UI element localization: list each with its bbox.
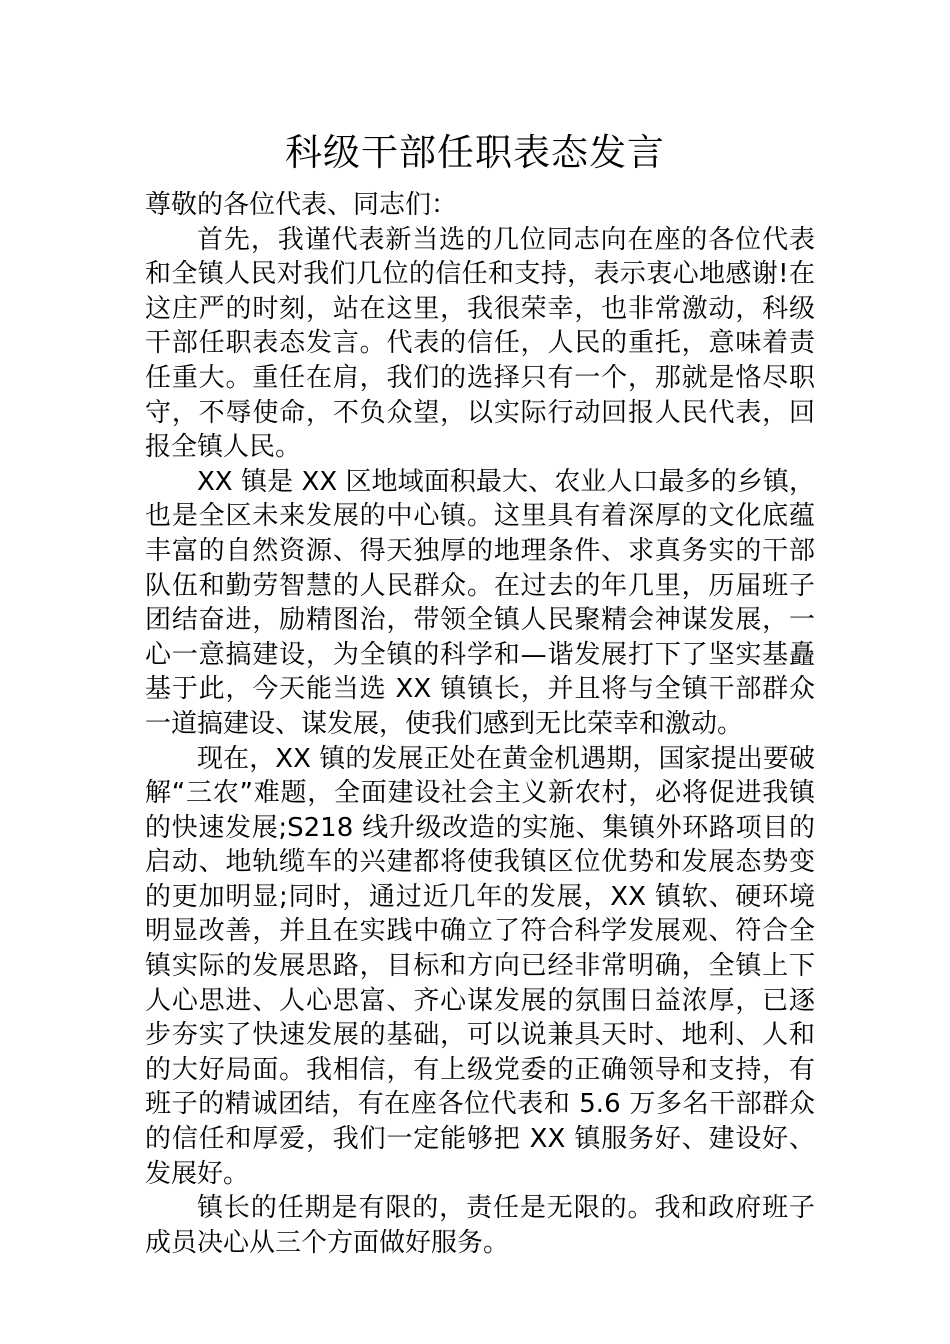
- paragraph-3: 现在，XX 镇的发展正处在黄金机遇期，国家提出要破解“三农”难题，全面建设社会主义新农村，必将促进我镇的快速发展;S218 线升级改造的实施、集镇外环路项目的启动、地轨缆车的兴建都将使我镇区位优势和发展态势变的更加明显;同时，通过近几年的发展，XX 镇软、硬环境明显改善，并且在实践中确立了符合科学发展观、符合全镇实际的发展思路，目标和方向已经非常明确，全镇上下人心思进、人心思富、齐心谋发展的氛围日益浓厚，已逐步夯实了快速发展的基础，可以说兼具天时、地利、人和的大好局面。我相信，有上级党委的正确领导和支持，有班子的精诚团结，有在座各位代表和 5.6 万多名干部群众的信任和厚爱，我们一定能够把 XX 镇服务好、建设好、发展好。: [145, 743, 815, 1189]
- paragraph-4: 镇长的任期是有限的，责任是无限的。我和政府班子成员决心从三个方面做好服务。: [145, 1193, 815, 1258]
- document-title: 科级干部任职表态发言: [285, 131, 665, 174]
- salutation: 尊敬的各位代表、同志们：: [145, 190, 458, 220]
- paragraph-2: XX 镇是 XX 区地域面积最大、农业人口最多的乡镇，也是全区未来发展的中心镇。这里具有着深厚的文化底蕴丰富的自然资源、得天独厚的地理条件、求真务实的干部队伍和勤劳智慧的人民群众。在过去的年几里，历届班子团结奋进，励精图治，带领全镇人民聚精会神谋发展，一心一意搞建设，为全镇的科学和—谐发展打下了坚实基矗基于此，今天能当选 XX 镇镇长，并且将与全镇干部群众一道搞建设、谋发展，使我们感到无比荣幸和激动。: [145, 466, 815, 739]
- paragraph-1: 首先，我谨代表新当选的几位同志向在座的各位代表和全镇人民对我们几位的信任和支持，表示衷心地感谢!在这庄严的时刻，站在这里，我很荣幸，也非常激动，科级干部任职表态发言。代表的信任，人民的重托，意味着责任重大。重任在肩，我们的选择只有一个，那就是恪尽职守，不辱使命，不负众望，以实际行动回报人民代表，回报全镇人民。: [145, 224, 815, 463]
- document-body: [145, 188, 815, 1260]
